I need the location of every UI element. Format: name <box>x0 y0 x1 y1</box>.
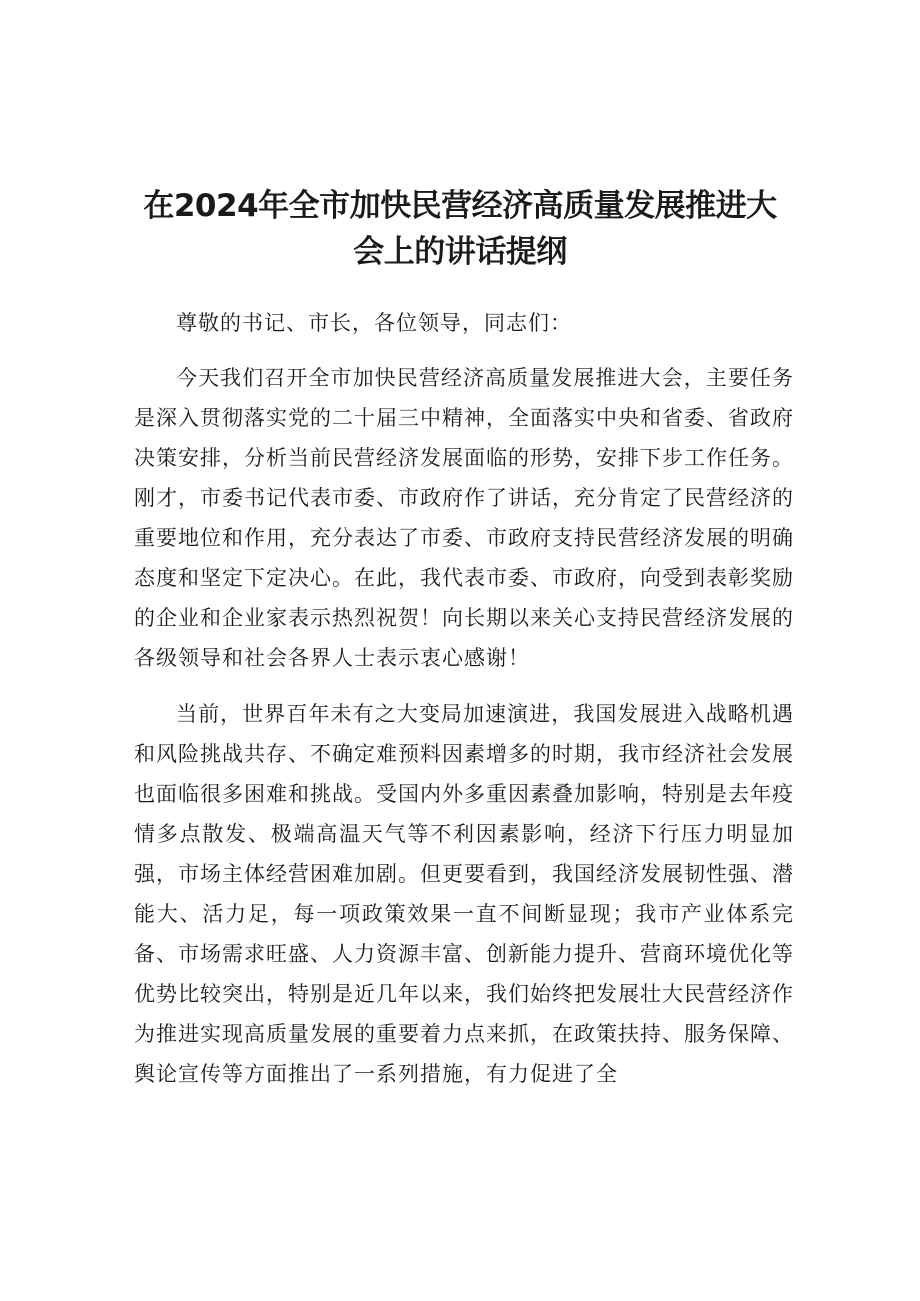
title-line-2: 会上的讲话提纲 <box>353 234 567 270</box>
paragraph-1: 今天我们召开全市加快民营经济高质量发展推进大会，主要任务是深入贯彻落实党的二十届三中精神，全面落实中央和省委、省政府决策安排，分析当前民营经济发展面临的形势，安排下步工作任务。刚才，市委书记代表市委、市政府作了讲话，充分肯定了民营经济的重要地位和作用，充分表达了市委、市政府支持民营经济发展的明确态度和坚定下定决心。在此，我代表市委、市政府，向受到表彰奖励的企业和企业家表示热烈祝贺！向长期以来关心支持民营经济发展的各级领导和社会各界人士表示衷心感谢！ <box>134 366 794 670</box>
document-body <box>134 303 794 1094</box>
document-title <box>130 183 790 275</box>
title-line-1: 在2024年全市加快民营经济高质量发展推进大 <box>143 188 777 224</box>
paragraph-2: 当前，世界百年未有之大变局加速演进，我国发展进入战略机遇和风险挑战共存、不确定难预料因素增多的时期，我市经济社会发展也面临很多困难和挑战。受国内外多重因素叠加影响，特别是去年疫情多点散发、极端高温天气等不利因素影响，经济下行压力明显加强，市场主体经营困难加剧。但更要看到，我国经济发展韧性强、潜能大、活力足，每一项政策效果一直不间断显现；我市产业体系完备、市场需求旺盛、人力资源丰富、创新能力提升、营商环境优化等优势比较突出，特别是近几年以来，我们始终把发展壮大民营经济作为推进实现高质量发展的重要着力点来抓，在政策扶持、服务保障、舆论宣传等方面推出了一系列措施，有力促进了全 <box>134 702 794 1086</box>
greeting-line: 尊敬的书记、市长，各位领导，同志们： <box>176 311 572 335</box>
